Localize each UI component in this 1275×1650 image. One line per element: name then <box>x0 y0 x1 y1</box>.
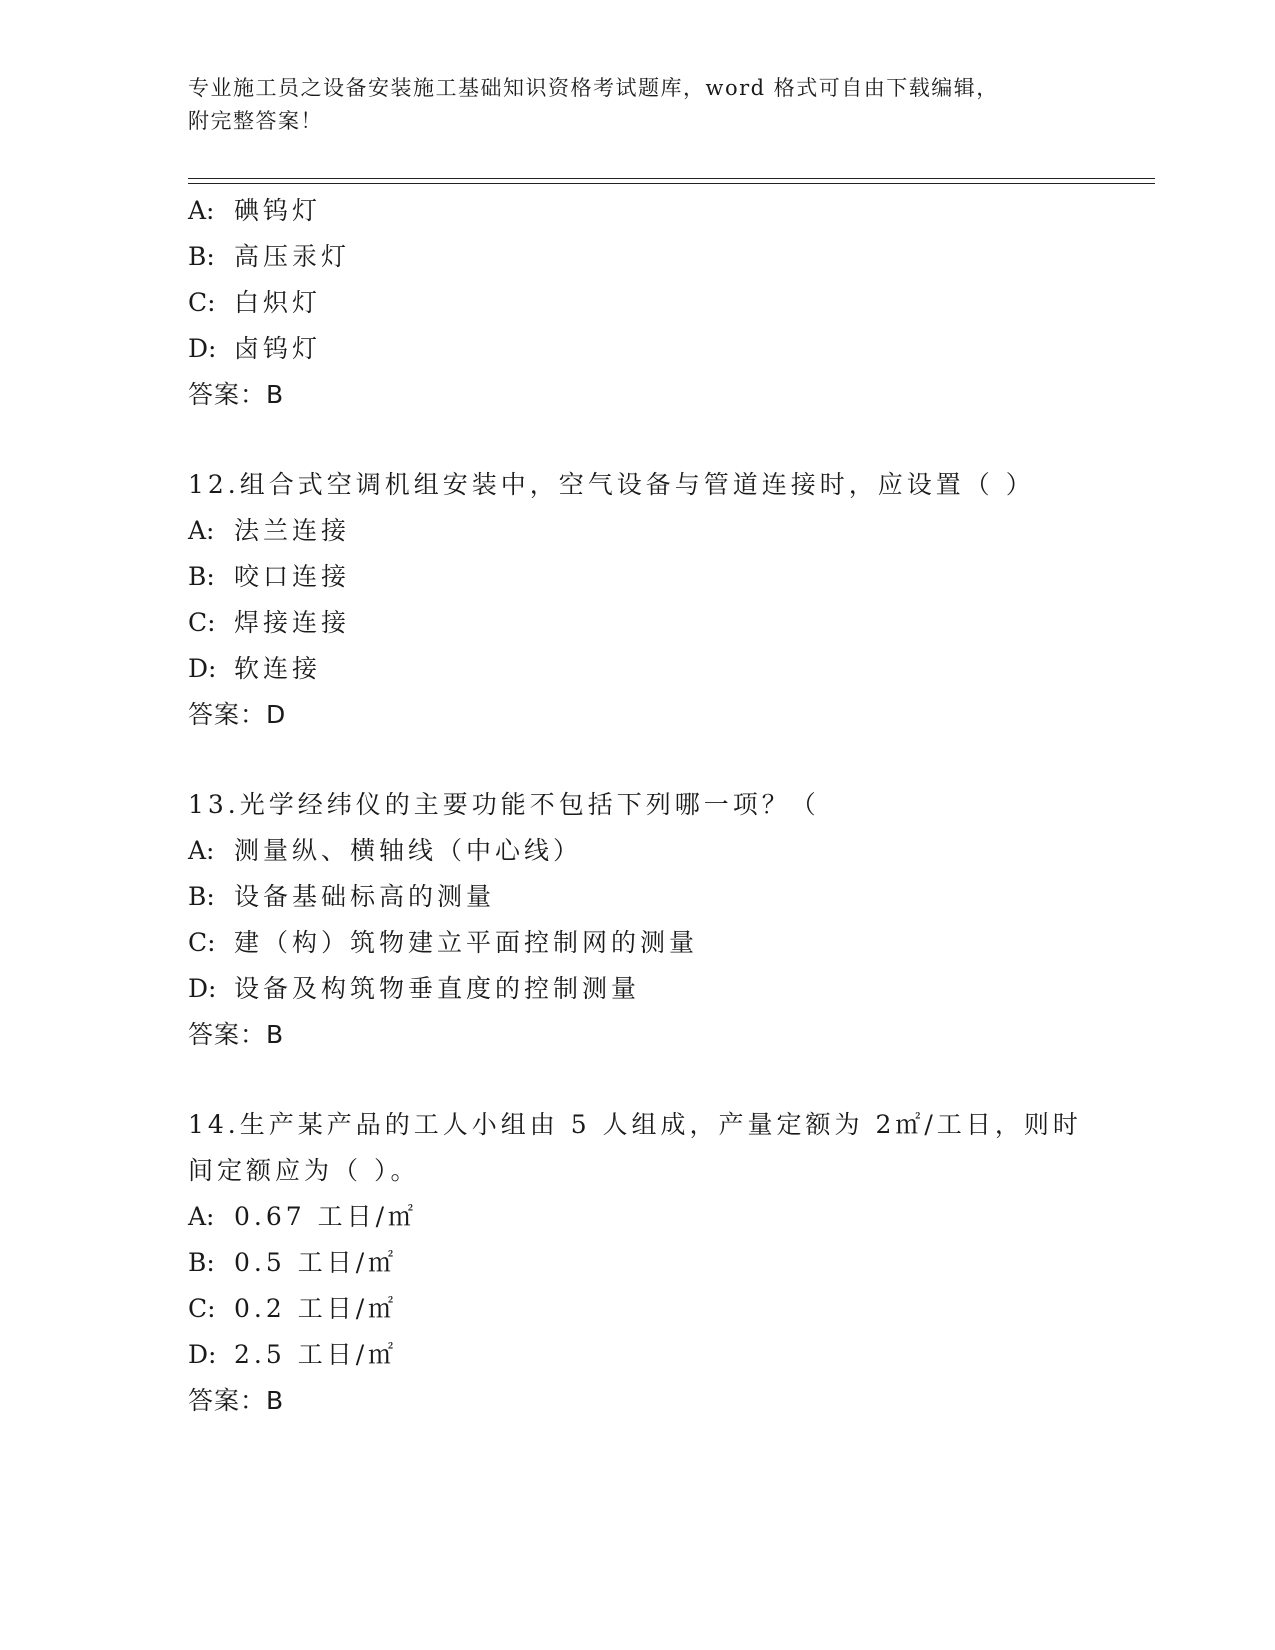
question-text: 13.光学经纬仪的主要功能不包括下列哪一项？（ <box>188 790 820 819</box>
option-text: 软连接 <box>234 654 322 683</box>
option-a <box>188 508 1148 554</box>
option-letter: C: <box>188 1294 216 1323</box>
header-line-1: 专业施工员之设备安装施工基础知识资格考试题库，word 格式可自由下载编辑， <box>188 76 999 100</box>
question-12 <box>188 462 1148 738</box>
document-header <box>188 72 1088 138</box>
option-text: 法兰连接 <box>234 516 351 545</box>
option-letter: D: <box>188 654 217 683</box>
option-letter: B: <box>188 1248 215 1277</box>
spacer <box>188 418 1148 462</box>
option-letter: D: <box>188 334 217 363</box>
question-text: 12.组合式空调机组安装中，空气设备与管道连接时，应设置（ ） <box>188 470 1035 499</box>
option-text: 0.67 工日/㎡ <box>234 1202 418 1231</box>
answer: 答案：D <box>188 700 287 729</box>
option-text: 卤钨灯 <box>234 334 322 363</box>
option-text: 咬口连接 <box>234 562 351 591</box>
option-text: 白炽灯 <box>234 288 322 317</box>
question-text: 14.生产某产品的工人小组由 5 人组成，产量定额为 2㎡/工日，则时间定额应为（ ）。 <box>188 1110 1082 1185</box>
option-b <box>188 874 1148 920</box>
question-list <box>188 188 1148 1424</box>
option-letter: A: <box>188 196 215 225</box>
option-text: 测量纵、横轴线（中心线） <box>234 836 583 865</box>
header-divider <box>188 178 1155 184</box>
option-letter: A: <box>188 836 215 865</box>
option-text: 设备及构筑物垂直度的控制测量 <box>234 974 641 1003</box>
question-13 <box>188 782 1148 1058</box>
option-c <box>188 920 1148 966</box>
option-text: 焊接连接 <box>234 608 351 637</box>
option-letter: B: <box>188 242 215 271</box>
answer: 答案：B <box>188 1386 285 1415</box>
option-letter: B: <box>188 562 215 591</box>
spacer <box>188 1058 1148 1102</box>
option-b <box>188 554 1148 600</box>
option-a <box>188 188 1148 234</box>
option-text: 设备基础标高的测量 <box>234 882 496 911</box>
option-a <box>188 828 1148 874</box>
option-letter: B: <box>188 882 215 911</box>
question-14 <box>188 1102 1148 1424</box>
option-letter: C: <box>188 288 216 317</box>
option-letter: C: <box>188 928 216 957</box>
question-11 <box>188 188 1148 418</box>
option-text: 0.2 工日/㎡ <box>234 1294 398 1323</box>
option-letter: A: <box>188 516 215 545</box>
option-letter: A: <box>188 1202 215 1231</box>
option-c <box>188 600 1148 646</box>
option-c <box>188 280 1148 326</box>
option-a <box>188 1194 1148 1240</box>
option-text: 2.5 工日/㎡ <box>234 1340 398 1369</box>
option-b <box>188 1240 1148 1286</box>
option-text: 0.5 工日/㎡ <box>234 1248 398 1277</box>
option-c <box>188 1286 1148 1332</box>
option-text: 建（构）筑物建立平面控制网的测量 <box>234 928 699 957</box>
option-d <box>188 966 1148 1012</box>
option-d <box>188 326 1148 372</box>
answer: 答案：B <box>188 380 285 409</box>
spacer <box>188 738 1148 782</box>
option-letter: C: <box>188 608 216 637</box>
option-b <box>188 234 1148 280</box>
option-text: 碘钨灯 <box>234 196 322 225</box>
header-line-2: 附完整答案！ <box>188 109 323 133</box>
option-letter: D: <box>188 1340 217 1369</box>
option-d <box>188 646 1148 692</box>
option-letter: D: <box>188 974 217 1003</box>
option-d <box>188 1332 1148 1378</box>
answer: 答案：B <box>188 1020 285 1049</box>
option-text: 高压汞灯 <box>234 242 351 271</box>
